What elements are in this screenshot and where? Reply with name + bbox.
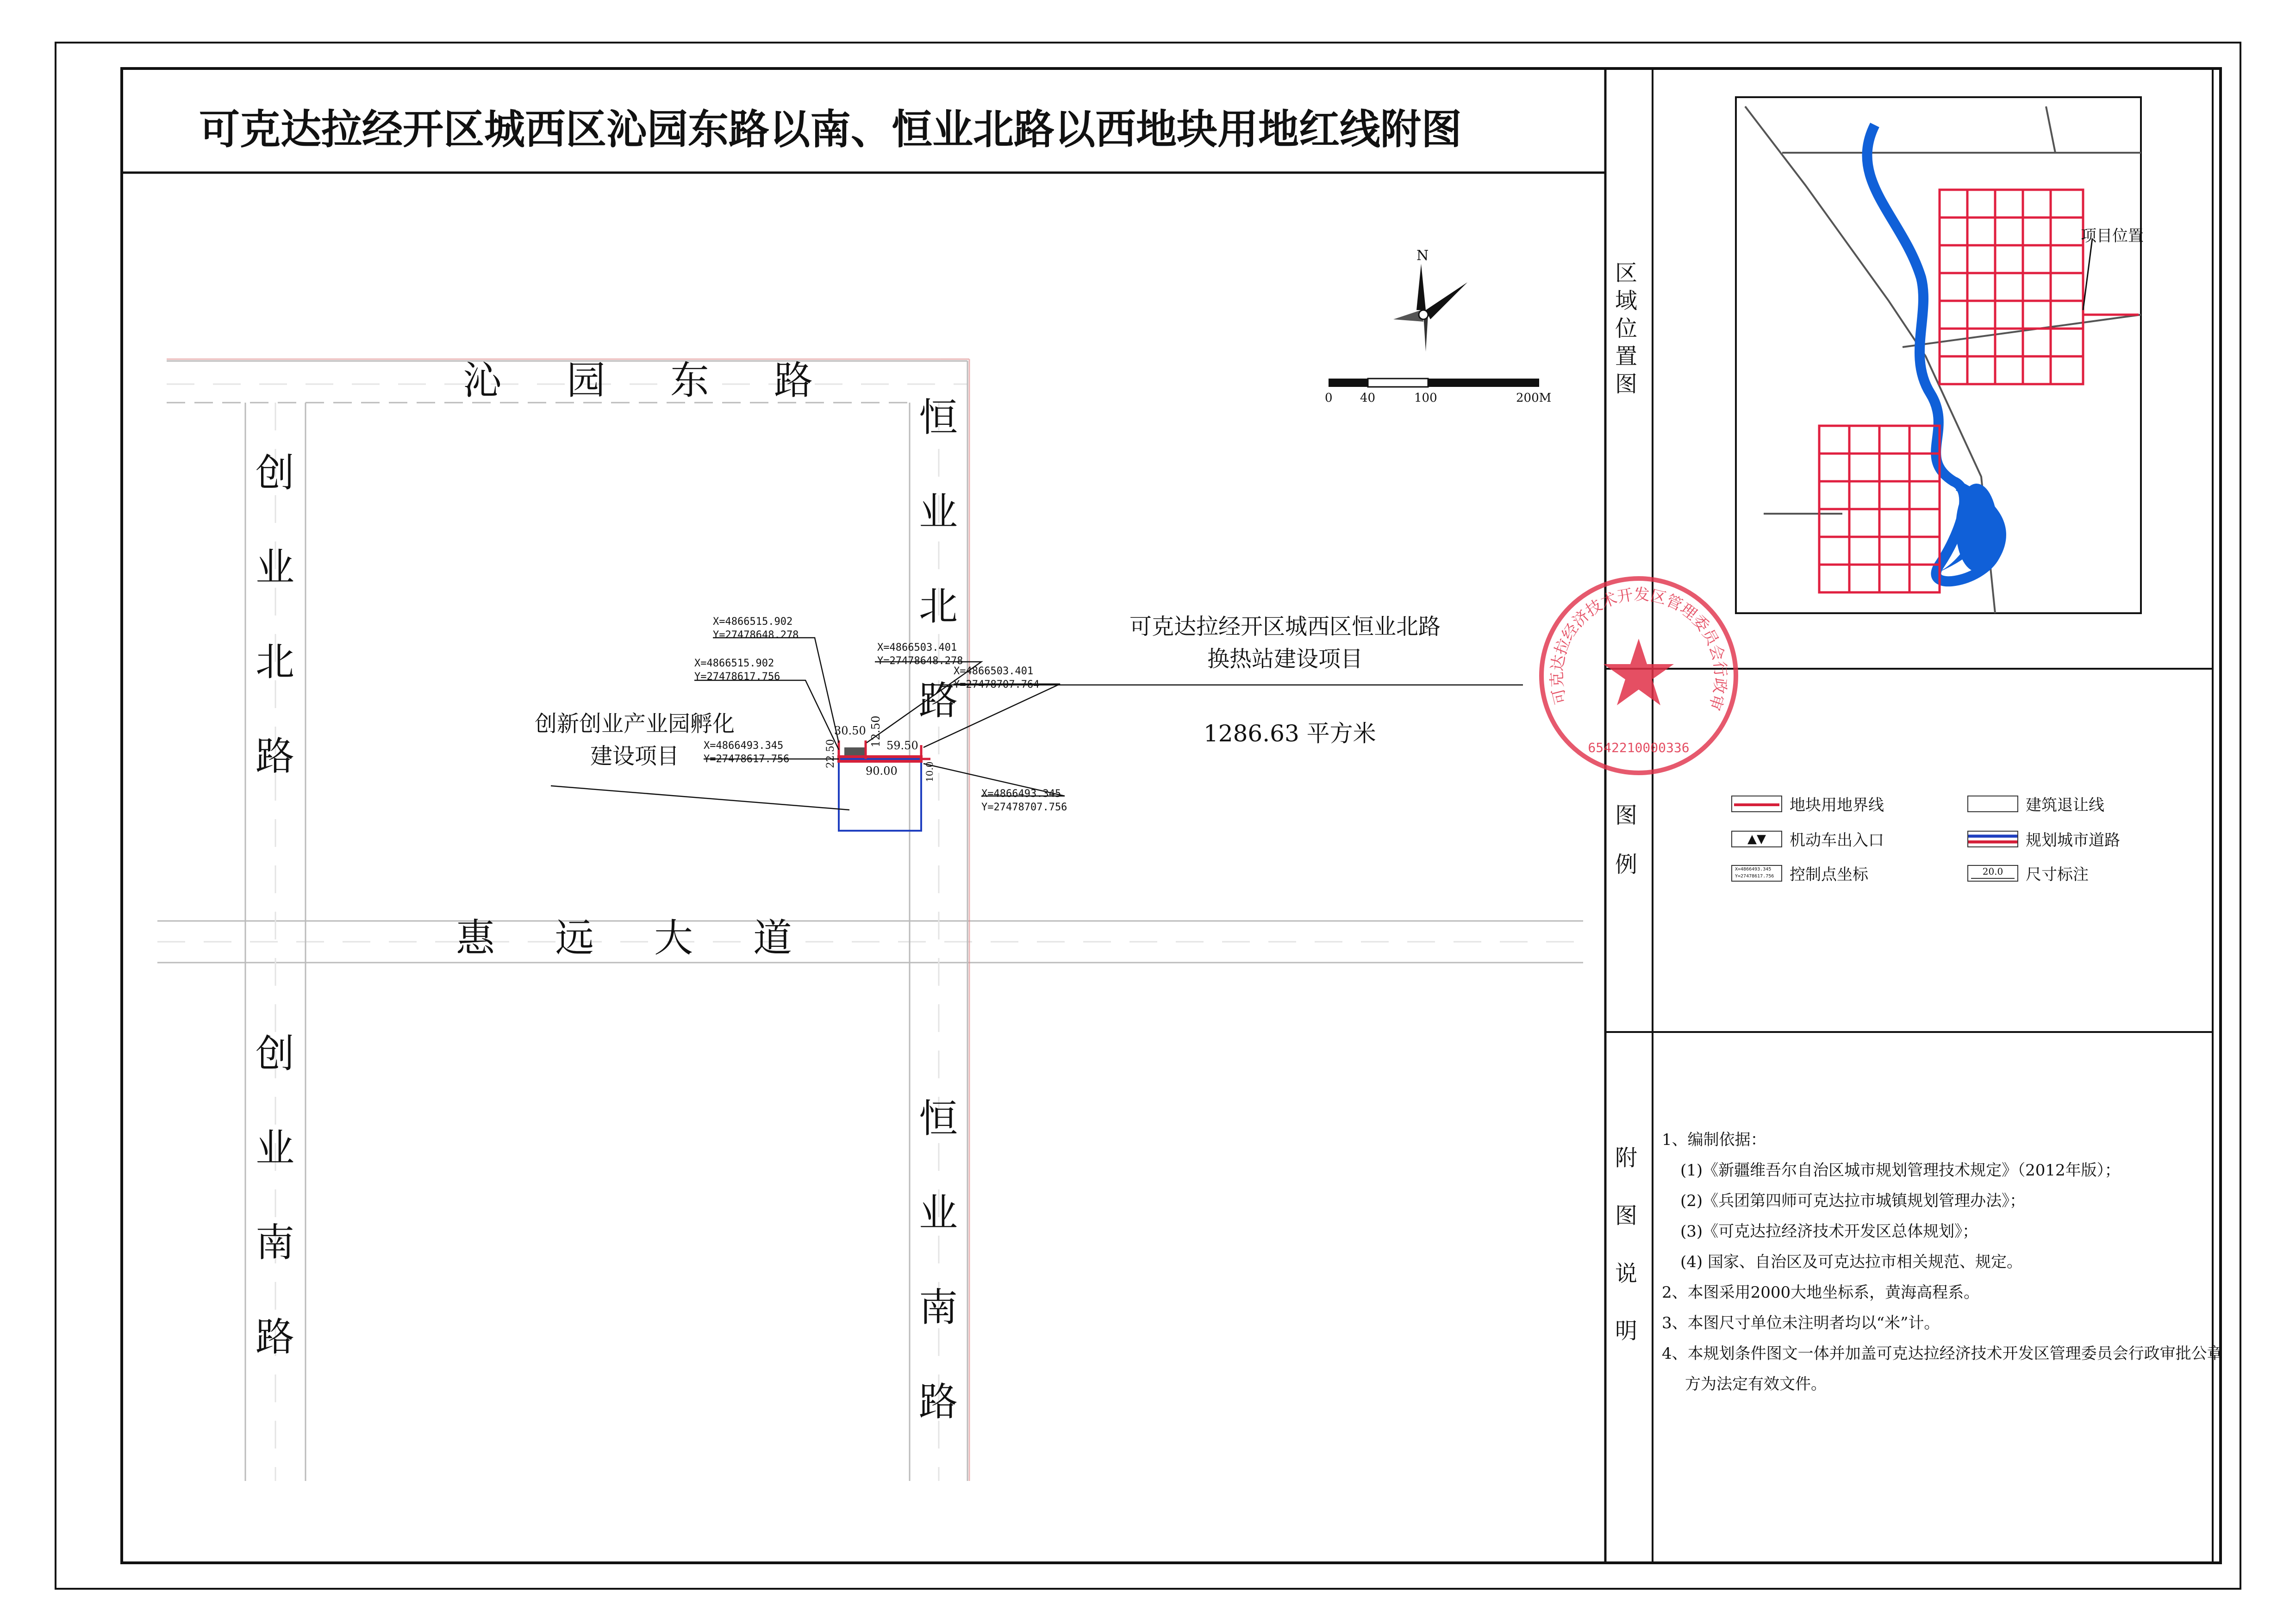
legend-control-point: X=4866493.345 Y=27478617.756 控制点坐标	[1731, 862, 1868, 884]
road-chuangye-south: 创 业 南 路	[256, 1031, 295, 1360]
drawing-title: 可克达拉经开区城西区沁园东路以南、恒业北路以西地块用地红线附图	[199, 106, 1462, 153]
coord-p3: X=4866503.401 Y=27478648.278	[877, 642, 963, 667]
scale-label-40: 40	[1360, 391, 1376, 405]
official-seal	[1524, 555, 1745, 782]
scale-label-0: 0	[1325, 391, 1333, 405]
project-location-label: 项目位置	[2081, 227, 2144, 245]
coord-p6: X=4866493.345 Y=27478707.756	[981, 788, 1067, 813]
road-hengye-south: 恒 业 南 路	[919, 1096, 958, 1424]
legend-symbol-plain-box	[1967, 796, 2018, 812]
dim-90-00: 90.00	[866, 765, 898, 777]
legend-symbol-coord: X=4866493.345 Y=27478617.756	[1731, 865, 1782, 882]
road-huiyuan: 惠 远 大 道	[456, 915, 792, 961]
road-hengye-north: 恒 业 北 路	[919, 395, 958, 723]
scale-label-100: 100	[1414, 391, 1437, 405]
parcel-geometry	[0, 0, 1528, 926]
note-line: 2、本图采用2000大地坐标系，黄海高程系。	[1662, 1283, 1980, 1302]
legend-symbol-road	[1967, 831, 2018, 847]
target-area: 1286.63 平方米	[1204, 720, 1376, 747]
note-line: 1、编制依据：	[1662, 1131, 1766, 1149]
dim-22-50: 22.50	[825, 739, 836, 768]
dim-10-0: 10.0	[924, 761, 935, 782]
coord-p4: X=4866503.401 Y=27478707.764	[954, 665, 1040, 690]
road-qinyuan-east: 沁 园 东 路	[463, 358, 813, 403]
note-line: 方为法定有效文件。	[1685, 1375, 1827, 1393]
hatched-area	[844, 747, 865, 756]
legend-planned-road: 规划城市道路	[1967, 827, 2120, 850]
road-chuangye-north: 创 业 北 路	[256, 450, 295, 779]
drawing-notes	[1662, 1125, 2223, 1399]
note-line: 4、本规划条件图文一体并加盖可克达拉经济技术开发区管理委员会行政审批公章	[1662, 1344, 2223, 1363]
dim-30-50: 30.50	[834, 724, 866, 737]
panel-caption-location: 区域位置图	[1615, 260, 1637, 397]
note-line: (4) 国家、自治区及可克达拉市相关规范、规定。	[1680, 1253, 2022, 1271]
dim-12-50: 12.50	[869, 715, 882, 747]
note-line: (2)《兵团第四师可克达拉市城镇规划管理办法》；	[1680, 1192, 2026, 1210]
legend-symbol-dimension: 20.0	[1967, 865, 2018, 882]
coord-p5: X=4866493.345 Y=27478617.756	[704, 740, 790, 765]
legend-symbol-red-line	[1731, 796, 1782, 812]
seal-text: 可克达拉经济技术开发区管理委员会行政审批专用章	[1524, 555, 1730, 713]
legend-symbol-triangles-icon: ▲▼	[1731, 831, 1782, 847]
coord-p1: X=4866515.902 Y=27478648.278	[713, 616, 799, 641]
legend-dimension: 20.0 尺寸标注	[1967, 862, 2089, 884]
seal-number: 6542210000336	[1588, 740, 1690, 755]
legend-boundary-line: 地块用地界线	[1731, 792, 1884, 815]
dim-59-50: 59.50	[886, 739, 918, 752]
note-line: 3、本图尺寸单位未注明者均以“米”计。	[1662, 1314, 1940, 1332]
target-project-label: 可克达拉经开区城西区恒业北路 换热站建设项目	[1129, 614, 1441, 672]
location-map	[1736, 97, 2143, 606]
scale-label-200m: 200M	[1516, 391, 1552, 405]
panel-caption-legend: 图例	[1615, 802, 1637, 877]
neighbor-project-label: 创新创业产业园孵化 建设项目	[535, 711, 735, 769]
note-line: (3)《可克达拉经济技术开发区总体规划》；	[1680, 1222, 1978, 1241]
note-line: (1)《新疆维吾尔自治区城市规划管理技术规定》（2012年版）；	[1680, 1161, 2121, 1180]
legend-building-setback: 建筑退让线	[1967, 792, 2104, 815]
panel-caption-notes: 附图说明	[1615, 1145, 1637, 1344]
legend-vehicle-entrance: ▲▼ 机动车出入口	[1731, 827, 1884, 850]
coord-p2: X=4866515.902 Y=27478617.756	[694, 658, 780, 683]
north-label: N	[1416, 248, 1429, 264]
